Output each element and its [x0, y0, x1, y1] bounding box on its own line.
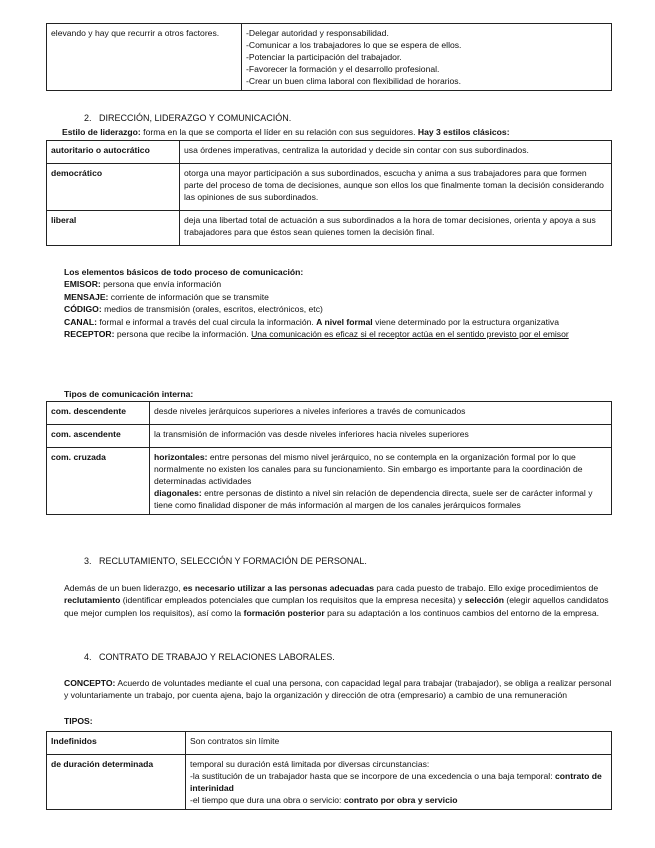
section-3-paragraph: Además de un buen liderazgo, es necesario utilizar a las personas adecuadas para cada puesto de trabajo. Ello exige procedimientos de reclutamiento (identificar empleados potenciales que cumplan los requisitos que la empresa necesita) y selección (elegir aquellos candidatos que mejor cumplen los requisitos), así como la formación posterior para su adaptación a los continuos cambios del entorno de la empresa.: [64, 583, 609, 618]
top-table: [46, 23, 612, 91]
table-row: [47, 402, 612, 425]
com-type-name: com. descendente: [47, 402, 150, 425]
leadership-styles-table: [46, 140, 612, 246]
style-desc: otorga una mayor participación a sus subordinados, escucha y anima a sus trabajadores para que formen parte del proceso de toma de decisiones, aunque son ellos los que finalmente toman la decisión considerando las opiniones de sus subordinados.: [180, 164, 612, 211]
style-desc: deja una libertad total de actuación a sus subordinados a la hora de tomar decisiones, orienta y apoya a sus trabajadores para que éstos sean quienes tomen la decisión final.: [180, 211, 612, 246]
contract-type-name: de duración determinada: [47, 755, 186, 810]
contract-type-name: Indefinidos: [47, 732, 186, 755]
table-row: [47, 732, 612, 755]
style-name: liberal: [47, 211, 180, 246]
table-row: [47, 211, 612, 246]
top-table-left-cell: elevando y hay que recurrir a otros factores.: [47, 24, 242, 91]
contract-types-table: [46, 731, 612, 810]
tipos-comunicacion-heading: Tipos de comunicación interna:: [64, 389, 194, 399]
tipos-label: TIPOS:: [64, 716, 93, 726]
com-type-name: com. ascendente: [47, 425, 150, 448]
communication-elements: Los elementos básicos de todo proceso de comunicación: EMISOR: persona que envía información MENSAJE: corriente de información que se transmite CÓDIGO: medios de transmisión (orales, escritos, electrónicos, etc) CANAL: formal e informal a través del cual circula la información. A nivel formal viene determinado por la estructura organizativa RECEPTOR: persona que recibe la información. Una comunicación es eficaz si el receptor actúa en el sentido previsto por el emisor: [64, 267, 569, 340]
table-row: [47, 164, 612, 211]
contract-type-desc: Son contratos sin límite: [186, 732, 612, 755]
com-type-desc: desde niveles jerárquicos superiores a niveles inferiores a través de comunicados: [150, 402, 612, 425]
section-3-heading: 3. RECLUTAMIENTO, SELECCIÓN Y FORMACIÓN DE PERSONAL.: [84, 556, 367, 566]
style-name: democrático: [47, 164, 180, 211]
estilo-liderazgo-line: Estilo de liderazgo: forma en la que se comporta el líder en su relación con sus seguidores. Hay 3 estilos clásicos:: [62, 127, 510, 137]
communication-types-table: [46, 401, 612, 515]
style-desc: usa órdenes imperativas, centraliza la autoridad y decide sin contar con sus subordinados.: [180, 141, 612, 164]
table-row: [47, 425, 612, 448]
table-row: [47, 141, 612, 164]
style-name: autoritario o autocrático: [47, 141, 180, 164]
com-type-desc: la transmisión de información vas desde niveles inferiores hacia niveles superiores: [150, 425, 612, 448]
table-row: [47, 448, 612, 515]
com-type-name: com. cruzada: [47, 448, 150, 515]
table-row: [47, 755, 612, 810]
contract-type-desc: temporal su duración está limitada por diversas circunstancias: -la sustitución de un trabajador hasta que se incorpore de una excedencia o una baja temporal: contrato de interinidad -el tiempo que dura una obra o servicio: contrato por obra y servicio: [186, 755, 612, 810]
top-table-right-cell: -Delegar autoridad y responsabilidad. -Comunicar a los trabajadores lo que se espera de ellos. -Potenciar la participación del trabajador. -Favorecer la formación y el desarrollo profesional. -Crear un buen clima laboral con flexibilidad de horarios.: [242, 24, 612, 91]
section-2-heading: 2. DIRECCIÓN, LIDERAZGO Y COMUNICACIÓN.: [84, 113, 292, 123]
concepto-paragraph: CONCEPTO: Acuerdo de voluntades mediante el cual una persona, con capacidad legal para trabajar (trabajador), se obliga a realizar personal y voluntariamente un trabajo, por cuenta ajena, bajo la organización y dirección de otra (empresario) a cambio de una remuneración: [64, 678, 612, 701]
section-4-heading: 4. CONTRATO DE TRABAJO Y RELACIONES LABORALES.: [84, 652, 335, 662]
com-type-desc: horizontales: entre personas del mismo nivel jerárquico, no se contempla en la organización formal por lo que normalmente no existen los canales para su funcionamiento. Sin embargo es importante para la coordinación de determinadas actividades diagonales: entre personas de distinto a nivel sin relación de dependencia directa, suele ser de carácter informal y tiene como finalidad disponer de más información al margen de los canales jerárquicos formales: [150, 448, 612, 515]
